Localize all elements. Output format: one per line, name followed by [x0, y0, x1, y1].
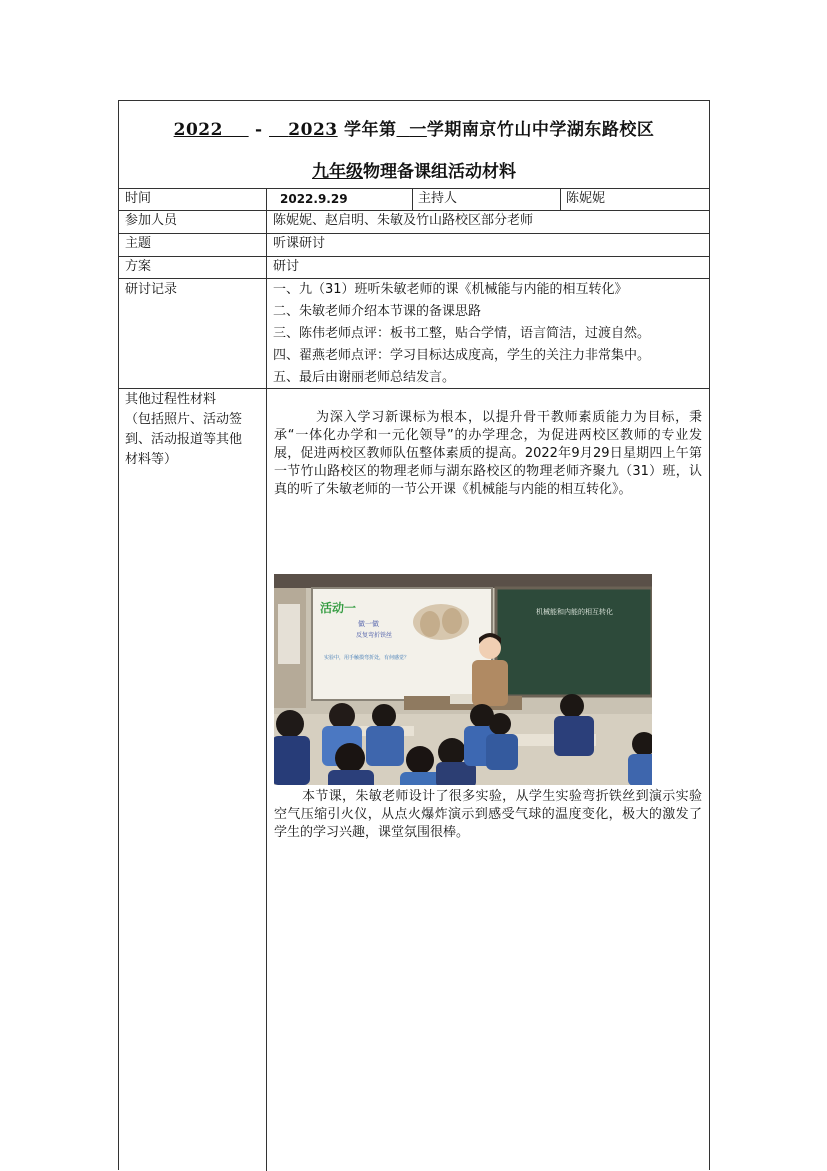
slide-title: 活动一 [320, 601, 357, 615]
plan-label: 方案 [125, 259, 152, 274]
other-label-line: 材料等） [125, 452, 178, 467]
other-label-line: （包括照片、活动签 [125, 412, 243, 427]
row-other-materials [119, 388, 709, 1171]
slide-line-3: 实验中，用手触摸弯折处，有何感觉？ [324, 655, 410, 661]
participants-label: 参加人员 [125, 213, 178, 228]
year-start: 2022 [173, 120, 223, 140]
record-item: 五、最后由谢丽老师总结发言。 [273, 370, 456, 385]
row-time [119, 188, 709, 210]
topic-value: 听课研讨 [266, 234, 331, 256]
title-mid: 学年第 [344, 120, 397, 140]
page-title: 2022 - 2023 学年第 一学期南京竹山中学湖东路校区 [173, 120, 655, 140]
other-content [266, 389, 709, 1171]
record-item: 四、翟燕老师点评：学习目标达成度高，学生的关注力非常集中。 [273, 348, 651, 363]
subtitle-grade: 九年级 [312, 162, 363, 182]
host-value: 陈妮妮 [566, 191, 606, 206]
participants-value: 陈妮妮、赵启明、朱敏及竹山路校区部分老师 [266, 211, 539, 233]
slide-line-1: 做一做 [358, 620, 379, 628]
report-paragraph-2: 本节课，朱敏老师设计了很多实验，从学生实验弯折铁丝到演示实验空气压缩引火仪，从点火爆炸演示到感受气球的温度变化，极大的激发了学生的学习兴趣，课堂氛围很棒。 [274, 789, 702, 840]
topic-label: 主题 [125, 236, 152, 251]
host-label: 主持人 [418, 191, 458, 206]
record-item: 二、朱敏老师介绍本节课的备课思路 [273, 304, 482, 319]
time-label: 时间 [125, 191, 152, 206]
report-paragraph-1: 为深入学习新课标为根本，以提升骨干教师素质能力为目标，秉承“一体化办学和一元化领导”的办学理念，为促进两校区教师的专业发展，促进两校区教师队伍整体素质的提高。2022年9月29日星期四上午第一节竹山路校区的物理老师与湖东路校区的物理老师齐聚九（31）班，认真的听了朱敏老师的一节公开课《机械能与内能的相互转化》。 [274, 410, 702, 497]
row-plan [119, 256, 709, 278]
term-num: 一 [409, 120, 427, 140]
other-label-line: 其他过程性材料 [125, 392, 217, 407]
row-participants [119, 210, 709, 233]
slide-line-2: 反复弯折铁丝 [356, 632, 393, 639]
record-list [266, 279, 709, 388]
record-label: 研讨记录 [125, 282, 178, 297]
classroom-photo [274, 574, 652, 785]
time-value: 2022.9.29 [280, 192, 348, 206]
plan-value: 研讨 [266, 257, 305, 278]
subtitle-rest: 物理备课组活动材料 [363, 162, 516, 182]
title-block [119, 101, 709, 188]
record-item: 一、九（31）班听朱敏老师的课《机械能与内能的相互转化》 [273, 282, 628, 297]
record-item: 三、陈伟老师点评：板书工整，贴合学情，语言简洁，过渡自然。 [273, 326, 651, 341]
document-table [118, 100, 710, 1170]
row-record [119, 278, 709, 388]
page-subtitle [119, 157, 709, 182]
board-text: 机械能和内能的相互转化 [536, 608, 613, 616]
other-label [119, 389, 266, 1171]
title-rest: 学期南京竹山中学湖东路校区 [426, 120, 655, 140]
year-end: 2023 [288, 120, 338, 140]
other-label-line: 到、活动报道等其他 [125, 432, 243, 447]
row-topic [119, 233, 709, 256]
